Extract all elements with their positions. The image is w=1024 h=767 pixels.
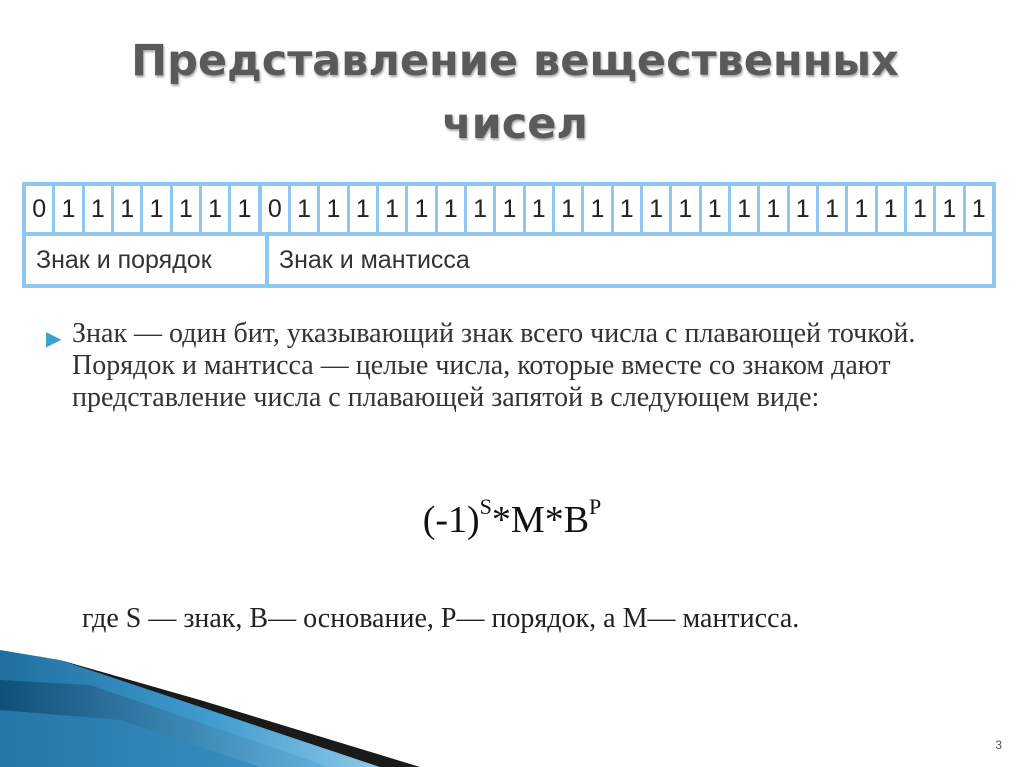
mantissa-label: Знак и мантисса [279, 245, 470, 274]
page-number: 3 [995, 738, 1002, 752]
formula-middle: *M*B [491, 499, 590, 541]
bit-cell: 1 [643, 186, 672, 232]
bit-cell: 1 [291, 186, 320, 232]
formula [0, 494, 1024, 542]
bit-cell: 0 [26, 186, 55, 232]
bit-cell: 1 [231, 186, 261, 232]
bit-cell: 1 [907, 186, 936, 232]
bit-cell: 1 [350, 186, 379, 232]
bit-cell: 1 [936, 186, 965, 232]
slide-title: Представление вещественных чисел [131, 36, 899, 149]
bit-cell: 1 [731, 186, 760, 232]
definition-paragraph: Знак — один бит, указывающий знак всего числа с плавающей точкой. Порядок и мантисса — целые числа, которые вместе со знаком дают представление числа с плавающей запятой в следующем виде: [72, 318, 916, 413]
bit-cell: 1 [408, 186, 437, 232]
bit-cell: 1 [702, 186, 731, 232]
bit-cell: 1 [555, 186, 584, 232]
bit-cell: 1 [173, 186, 202, 232]
label-row [26, 232, 992, 284]
triangle-bullet-icon: ▶ [46, 326, 62, 350]
bit-cell: 1 [467, 186, 496, 232]
bit-cell: 1 [320, 186, 349, 232]
bit-cell: 1 [819, 186, 848, 232]
bit-cell: 1 [672, 186, 701, 232]
bit-cell: 1 [55, 186, 84, 232]
bit-cell: 1 [114, 186, 143, 232]
bit-cell: 1 [848, 186, 877, 232]
bit-cell: 1 [379, 186, 408, 232]
bit-cell: 1 [143, 186, 172, 232]
bit-table [22, 182, 996, 288]
bit-cell: 1 [971, 194, 986, 223]
bit-cell: 1 [85, 186, 114, 232]
decorative-swoosh [0, 640, 420, 767]
bit-row [26, 186, 992, 232]
exponent-label: Знак и порядок [26, 236, 269, 284]
bit-cell: 1 [790, 186, 819, 232]
bit-cell: 1 [526, 186, 555, 232]
formula-power: P [589, 494, 602, 520]
bit-cell: 1 [584, 186, 613, 232]
bit-cell: 1 [614, 186, 643, 232]
bit-cell: 1 [496, 186, 525, 232]
formula-base: (-1) [422, 499, 480, 541]
bit-cell: 0 [262, 186, 291, 232]
bit-cell: 1 [760, 186, 789, 232]
legend-text: где S — знак, B— основание, P— порядок, а M— мантисса. [82, 603, 800, 634]
bit-cell: 1 [438, 186, 467, 232]
formula-sign-exponent: S [479, 494, 492, 520]
bit-cell: 1 [202, 186, 231, 232]
bit-cell: 1 [878, 186, 907, 232]
